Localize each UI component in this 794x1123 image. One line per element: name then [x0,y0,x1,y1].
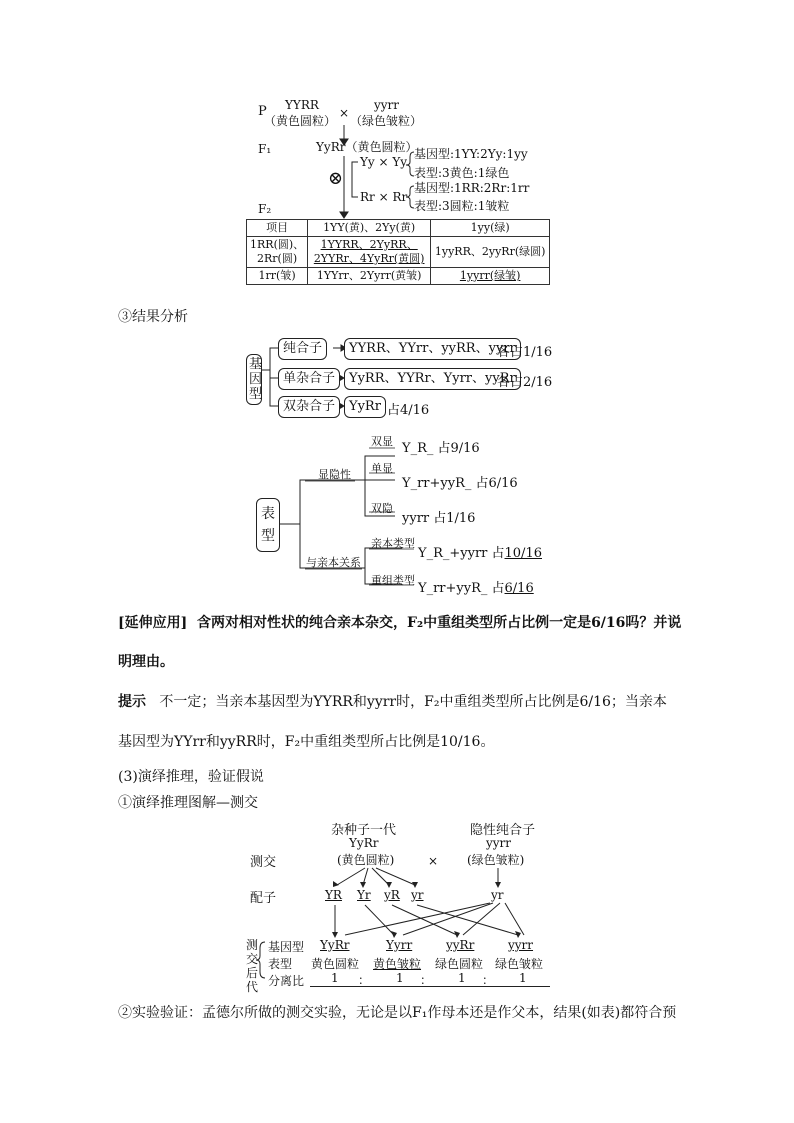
parental-type-value [418,542,542,561]
p-left-genotype: YYRR [285,98,319,112]
rr-genotype: 基因型:1RR:2Rr:1rr [414,181,530,195]
f1-text: YyRr（黄色圆粒） [316,140,418,154]
table-cell: 1rr(皱) [247,268,308,285]
gamete-yr-recessive-dominant: yR [384,888,400,902]
table-row [247,237,550,268]
ratio-value: 1 [331,971,339,985]
genotype-root: 基因型 [246,354,262,405]
table-cell [247,237,308,268]
offspring-phenotype: 黄色皱粒 [373,957,422,971]
cross-sign: × [339,106,350,120]
single-ratio: 各占2/16 [497,375,553,390]
cell-line: 2YYRr、4YyRr(黄圆) [313,252,425,265]
gamete-yr-mixed: Yr [357,888,371,902]
double-recessive-label: 双隐 [371,502,393,515]
yy-phenotype: 表型:3黄色:1绿色 [414,166,510,180]
hint-line2: 基因型为YYrr和yyRR时，F₂中重组类型所占比例是10/16。 [118,734,495,750]
p-left-phenotype: （黄色圆粒） [264,114,337,128]
offspring-genotype: yyRr [446,938,475,952]
row-genotype-label: 基因型 [268,940,305,954]
hint-tag: 提示 [118,694,146,710]
yy-cross: Yy × Yy [360,155,408,169]
testcross-heading: ①演绎推理图解—测交 [118,795,258,811]
hybrid-genotype: YyRr [349,836,379,850]
hint-text: 不一定；当亲本基因型为YYRR和yyrr时，F₂中重组类型所占比例是6/16；当亲本 [159,694,667,710]
parental-type-label: 亲本类型 [371,537,415,550]
p-right-phenotype: （绿色皱粒） [350,114,423,128]
row-phenotype-label: 表型 [268,957,293,971]
ratio-separator: ： [420,973,433,987]
double-types: YyRr [344,396,386,418]
parental-ratio: 10/16 [504,546,542,561]
table-cell [308,237,431,268]
parental-value-text: Y_R_+yyrr 占 [418,546,505,561]
double-recessive-value: yyrr 占1/16 [402,511,476,526]
offspring-genotype: Yyrr [386,938,413,952]
hybrid-title: 杂种子一代 [331,823,397,838]
gamete-yr-dominant: YR [325,888,342,902]
single-label: 单杂合子 [278,368,340,390]
rr-cross: Rr × Rr [360,190,408,204]
table-cell: 1YYrr、2Yyrr(黄皱) [308,268,431,285]
yy-genotype: 基因型:1YY:2Yy:1yy [414,147,528,161]
hybrid-phenotype: (黄色圆粒) [337,853,395,867]
ratio-value: 1 [519,971,527,985]
parent-relation-label: 与亲本关系 [306,556,361,569]
offspring-phenotype: 黄色圆粒 [311,957,360,971]
double-dominant-label: 双显 [371,435,393,448]
table-header-cell: 1YY(黄)、2Yy(黄) [308,220,431,237]
double-ratio: 占4/16 [387,403,430,418]
pure-ratio: 各占1/16 [497,345,553,360]
p-right-genotype: yyrr [374,98,400,112]
rr-phenotype: 表型:3圆粒:1皱粒 [414,199,510,213]
offspring-side-label: 测交后代 [246,938,259,994]
extension-question-line2: 明理由。 [118,654,174,670]
cell-line: 1YYRR、2YyRR、 [320,238,418,251]
recessive-phenotype: (绿色皱粒) [467,853,525,867]
single-dominant-value: Y_rr+yyR_ 占6/16 [402,476,518,491]
row-head-line: 1RR(圆)、 [250,238,305,251]
row-ratio-label: 分离比 [268,974,305,988]
table-row [247,268,550,285]
result-heading: ③结果分析 [118,309,188,325]
experiment-line: ②实验验证：孟德尔所做的测交实验，无论是以F₁作母本还是作父本，结果(如表)都符合预 [118,1005,677,1021]
double-dominant-value: Y_R_ 占9/16 [402,441,480,456]
recessive-gamete: yr [491,888,504,902]
recessive-title: 隐性纯合子 [470,823,536,838]
ratio-value: 1 [458,971,466,985]
offspring-phenotype: 绿色皱粒 [495,957,544,971]
table-row [247,220,550,237]
offspring-genotype: yyrr [508,938,534,952]
pure-types: YYRR、YYrr、yyRR、yyrr [344,338,521,360]
table-cell: 1yyrr(绿皱) [431,268,550,285]
recombinant-type-label: 重组类型 [371,574,415,587]
f1-label: F₁ [258,142,272,156]
recombinant-ratio: 6/16 [504,581,534,596]
ratio-value: 1 [396,971,404,985]
extension-question-line1 [118,612,681,632]
dominance-label: 显隐性 [318,468,351,481]
table-header-cell: 1yy(绿) [431,220,550,237]
double-label: 双杂合子 [278,396,340,418]
offspring-genotype: YyRr [320,938,350,952]
gamete-label: 配子 [250,891,277,906]
single-dominant-label: 单显 [371,462,393,475]
ratio-separator: ： [482,973,495,987]
table-cell: 1yyRR、2yyRr(绿圆) [431,237,550,268]
ratio-separator: ： [358,973,371,987]
f2-label: F₂ [258,202,272,216]
testcross-cross-sign: × [428,854,439,868]
row-head-line: 2Rr(圆) [257,252,298,265]
gamete-yr-recessive: yr [411,888,424,902]
phenotype-root: 表型 [256,498,280,552]
pure-label: 纯合子 [278,338,327,360]
testcross-label: 测交 [250,855,277,870]
single-types: YyRR、YYRr、Yyrr、yyRr [344,368,521,390]
table-header-cell: 项目 [247,220,308,237]
p-label: P [258,104,267,119]
offspring-phenotype: 绿色圆粒 [435,957,484,971]
extension-tag: [延伸应用] [118,615,188,631]
recombinant-value-text: Y_rr+yyR_ 占 [418,581,505,596]
self-cross-symbol: ⊗ [328,168,344,189]
f2-table [246,219,550,285]
recombinant-type-value [418,577,534,596]
section3-heading: (3)演绎推理，验证假说 [118,769,264,785]
extension-question-text: 含两对相对性状的纯合亲本杂交，F₂中重组类型所占比例一定是6/16吗？并说 [197,615,682,631]
hint-line1 [118,691,667,711]
recessive-genotype: yyrr [486,836,512,850]
